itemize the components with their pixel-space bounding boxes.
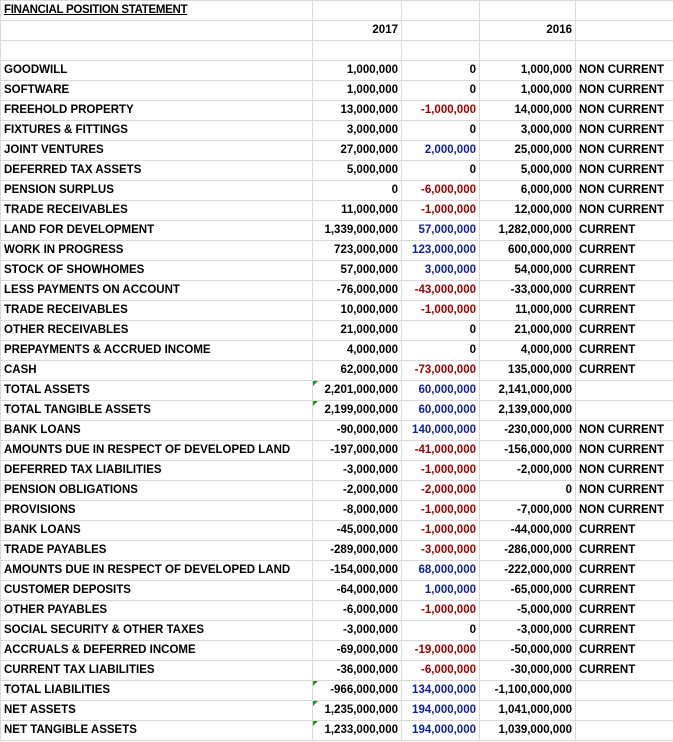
- value-2017-cell[interactable]: 1,235,000,000: [313, 701, 402, 721]
- row-label-cell[interactable]: ACCRUALS & DEFERRED INCOME: [1, 641, 313, 661]
- value-2017-cell[interactable]: -3,000,000: [313, 621, 402, 641]
- change-cell[interactable]: 60,000,000: [402, 381, 480, 401]
- sheet-title[interactable]: FINANCIAL POSITION STATEMENT: [1, 1, 313, 21]
- category-cell[interactable]: CURRENT: [576, 341, 673, 361]
- table-row: [1, 521, 673, 541]
- category-cell[interactable]: NON CURRENT: [576, 161, 673, 181]
- change-cell[interactable]: -1,000,000: [402, 461, 480, 481]
- category-cell[interactable]: CURRENT: [576, 521, 673, 541]
- table-row: [1, 361, 673, 381]
- value-2016-cell[interactable]: -5,000,000: [480, 601, 576, 621]
- change-cell[interactable]: -1,000,000: [402, 601, 480, 621]
- value-2016-cell[interactable]: 4,000,000: [480, 341, 576, 361]
- category-cell[interactable]: NON CURRENT: [576, 81, 673, 101]
- table-row: [1, 321, 673, 341]
- table-row: [1, 481, 673, 501]
- value-2016-cell[interactable]: 5,000,000: [480, 161, 576, 181]
- category-cell[interactable]: CURRENT: [576, 621, 673, 641]
- value-2016-cell[interactable]: 1,282,000,000: [480, 221, 576, 241]
- value-2016-cell[interactable]: -286,000,000: [480, 541, 576, 561]
- row-label-cell[interactable]: SOCIAL SECURITY & OTHER TAXES: [1, 621, 313, 641]
- value-2016-cell[interactable]: -3,000,000: [480, 621, 576, 641]
- row-label-cell[interactable]: STOCK OF SHOWHOMES: [1, 261, 313, 281]
- value-2016-cell[interactable]: -156,000,000: [480, 441, 576, 461]
- value-2016-cell[interactable]: -65,000,000: [480, 581, 576, 601]
- table-row: [1, 661, 673, 681]
- value-2017-cell[interactable]: -76,000,000: [313, 281, 402, 301]
- change-cell[interactable]: -1,000,000: [402, 201, 480, 221]
- table-row: [1, 401, 673, 421]
- category-cell[interactable]: NON CURRENT: [576, 421, 673, 441]
- value-2017-cell[interactable]: 4,000,000: [313, 341, 402, 361]
- empty-cell[interactable]: [402, 1, 480, 21]
- empty-cell[interactable]: [576, 1, 673, 21]
- row-label-cell[interactable]: FREEHOLD PROPERTY: [1, 101, 313, 121]
- row-label-cell[interactable]: TRADE RECEIVABLES: [1, 201, 313, 221]
- change-cell[interactable]: 134,000,000: [402, 681, 480, 701]
- category-cell[interactable]: NON CURRENT: [576, 141, 673, 161]
- change-cell[interactable]: 140,000,000: [402, 421, 480, 441]
- title-row: [1, 1, 673, 21]
- value-2017-cell[interactable]: 1,233,000,000: [313, 721, 402, 741]
- category-cell[interactable]: CURRENT: [576, 261, 673, 281]
- change-cell[interactable]: 123,000,000: [402, 241, 480, 261]
- value-2016-cell[interactable]: 1,039,000,000: [480, 721, 576, 741]
- change-cell[interactable]: 0: [402, 621, 480, 641]
- table-row: [1, 641, 673, 661]
- year-current-header[interactable]: 2017: [313, 21, 402, 41]
- table-row: [1, 441, 673, 461]
- change-cell[interactable]: -1,000,000: [402, 101, 480, 121]
- table-row: [1, 261, 673, 281]
- change-cell[interactable]: -1,000,000: [402, 301, 480, 321]
- change-cell[interactable]: 194,000,000: [402, 721, 480, 741]
- category-cell[interactable]: NON CURRENT: [576, 101, 673, 121]
- category-cell[interactable]: CURRENT: [576, 561, 673, 581]
- change-cell[interactable]: 0: [402, 61, 480, 81]
- category-cell[interactable]: CURRENT: [576, 541, 673, 561]
- value-2017-cell[interactable]: 2,199,000,000: [313, 401, 402, 421]
- table-row: [1, 301, 673, 321]
- category-cell[interactable]: [576, 681, 673, 701]
- category-cell[interactable]: CURRENT: [576, 361, 673, 381]
- value-2016-cell[interactable]: -33,000,000: [480, 281, 576, 301]
- category-cell[interactable]: CURRENT: [576, 241, 673, 261]
- row-label-cell[interactable]: TRADE PAYABLES: [1, 541, 313, 561]
- value-2016-cell[interactable]: -50,000,000: [480, 641, 576, 661]
- row-label-cell[interactable]: GOODWILL: [1, 61, 313, 81]
- change-cell[interactable]: -73,000,000: [402, 361, 480, 381]
- table-row: [1, 421, 673, 441]
- row-label-cell[interactable]: LAND FOR DEVELOPMENT: [1, 221, 313, 241]
- table-row: [1, 221, 673, 241]
- value-2017-cell[interactable]: 1,339,000,000: [313, 221, 402, 241]
- category-cell[interactable]: CURRENT: [576, 581, 673, 601]
- value-2017-cell[interactable]: 10,000,000: [313, 301, 402, 321]
- row-label-cell[interactable]: PROVISIONS: [1, 501, 313, 521]
- row-label-cell[interactable]: TOTAL ASSETS: [1, 381, 313, 401]
- table-row: [1, 681, 673, 701]
- table-row: [1, 181, 673, 201]
- value-2017-cell[interactable]: 2,201,000,000: [313, 381, 402, 401]
- empty-cell[interactable]: [402, 21, 480, 41]
- row-label-cell[interactable]: SOFTWARE: [1, 81, 313, 101]
- value-2016-cell[interactable]: 135,000,000: [480, 361, 576, 381]
- change-cell[interactable]: -1,000,000: [402, 501, 480, 521]
- row-label-cell[interactable]: CASH: [1, 361, 313, 381]
- value-2016-cell[interactable]: 6,000,000: [480, 181, 576, 201]
- value-2017-cell[interactable]: 5,000,000: [313, 161, 402, 181]
- table-row: [1, 581, 673, 601]
- category-cell[interactable]: NON CURRENT: [576, 61, 673, 81]
- value-2016-cell[interactable]: 11,000,000: [480, 301, 576, 321]
- row-label-cell[interactable]: PENSION OBLIGATIONS: [1, 481, 313, 501]
- value-2017-cell[interactable]: -2,000,000: [313, 481, 402, 501]
- table-row: [1, 561, 673, 581]
- table-row: [1, 121, 673, 141]
- empty-cell[interactable]: [402, 41, 480, 61]
- value-2017-cell[interactable]: -8,000,000: [313, 501, 402, 521]
- row-label-cell[interactable]: OTHER RECEIVABLES: [1, 321, 313, 341]
- value-2017-cell[interactable]: 723,000,000: [313, 241, 402, 261]
- value-2017-cell[interactable]: -289,000,000: [313, 541, 402, 561]
- category-cell[interactable]: CURRENT: [576, 301, 673, 321]
- row-label-cell[interactable]: BANK LOANS: [1, 521, 313, 541]
- table-row: [1, 621, 673, 641]
- row-label-cell[interactable]: LESS PAYMENTS ON ACCOUNT: [1, 281, 313, 301]
- category-cell[interactable]: CURRENT: [576, 641, 673, 661]
- value-2017-cell[interactable]: -36,000,000: [313, 661, 402, 681]
- value-2016-cell[interactable]: -44,000,000: [480, 521, 576, 541]
- year-prior-header[interactable]: 2016: [480, 21, 576, 41]
- table-row: [1, 101, 673, 121]
- change-cell[interactable]: 3,000,000: [402, 261, 480, 281]
- table-row: [1, 461, 673, 481]
- table-row: [1, 141, 673, 161]
- value-2017-cell[interactable]: 3,000,000: [313, 121, 402, 141]
- table-row: [1, 501, 673, 521]
- category-cell[interactable]: [576, 401, 673, 421]
- value-2016-cell[interactable]: 54,000,000: [480, 261, 576, 281]
- change-cell[interactable]: 1,000,000: [402, 581, 480, 601]
- empty-cell[interactable]: [313, 1, 402, 21]
- value-2017-cell[interactable]: -45,000,000: [313, 521, 402, 541]
- empty-cell[interactable]: [480, 41, 576, 61]
- change-cell[interactable]: 68,000,000: [402, 561, 480, 581]
- value-2017-cell[interactable]: 1,000,000: [313, 81, 402, 101]
- value-2016-cell[interactable]: 2,139,000,000: [480, 401, 576, 421]
- table-row: [1, 601, 673, 621]
- category-cell[interactable]: NON CURRENT: [576, 461, 673, 481]
- row-label-cell[interactable]: JOINT VENTURES: [1, 141, 313, 161]
- value-2017-cell[interactable]: -3,000,000: [313, 461, 402, 481]
- table-row: [1, 161, 673, 181]
- change-cell[interactable]: 60,000,000: [402, 401, 480, 421]
- category-cell[interactable]: CURRENT: [576, 321, 673, 341]
- value-2017-cell[interactable]: 11,000,000: [313, 201, 402, 221]
- value-2017-cell[interactable]: -197,000,000: [313, 441, 402, 461]
- value-2016-cell[interactable]: -222,000,000: [480, 561, 576, 581]
- change-cell[interactable]: -43,000,000: [402, 281, 480, 301]
- value-2016-cell[interactable]: -30,000,000: [480, 661, 576, 681]
- empty-cell[interactable]: [1, 41, 313, 61]
- category-cell[interactable]: CURRENT: [576, 221, 673, 241]
- change-cell[interactable]: -19,000,000: [402, 641, 480, 661]
- row-label-cell[interactable]: CUSTOMER DEPOSITS: [1, 581, 313, 601]
- category-cell[interactable]: NON CURRENT: [576, 201, 673, 221]
- value-2017-cell[interactable]: -966,000,000: [313, 681, 402, 701]
- blank-row: [1, 41, 673, 61]
- row-label-cell[interactable]: TRADE RECEIVABLES: [1, 301, 313, 321]
- row-label-cell[interactable]: WORK IN PROGRESS: [1, 241, 313, 261]
- empty-cell[interactable]: [1, 21, 313, 41]
- value-2016-cell[interactable]: 25,000,000: [480, 141, 576, 161]
- category-cell[interactable]: [576, 701, 673, 721]
- value-2016-cell[interactable]: -230,000,000: [480, 421, 576, 441]
- table-row: [1, 701, 673, 721]
- row-label-cell[interactable]: OTHER PAYABLES: [1, 601, 313, 621]
- change-cell[interactable]: 194,000,000: [402, 701, 480, 721]
- category-cell[interactable]: CURRENT: [576, 601, 673, 621]
- empty-cell[interactable]: [480, 1, 576, 21]
- value-2016-cell[interactable]: -1,100,000,000: [480, 681, 576, 701]
- value-2017-cell[interactable]: 62,000,000: [313, 361, 402, 381]
- row-label-cell[interactable]: TOTAL LIABILITIES: [1, 681, 313, 701]
- sheet-body: [1, 1, 673, 741]
- value-2016-cell[interactable]: 1,000,000: [480, 81, 576, 101]
- value-2017-cell[interactable]: -64,000,000: [313, 581, 402, 601]
- table-row: [1, 201, 673, 221]
- value-2016-cell[interactable]: 600,000,000: [480, 241, 576, 261]
- value-2016-cell[interactable]: 21,000,000: [480, 321, 576, 341]
- value-2017-cell[interactable]: 1,000,000: [313, 61, 402, 81]
- row-label-cell[interactable]: BANK LOANS: [1, 421, 313, 441]
- change-cell[interactable]: -1,000,000: [402, 521, 480, 541]
- row-label-cell[interactable]: CURRENT TAX LIABILITIES: [1, 661, 313, 681]
- change-cell[interactable]: 0: [402, 81, 480, 101]
- value-2017-cell[interactable]: 57,000,000: [313, 261, 402, 281]
- change-cell[interactable]: 2,000,000: [402, 141, 480, 161]
- value-2016-cell[interactable]: 1,000,000: [480, 61, 576, 81]
- change-cell[interactable]: -41,000,000: [402, 441, 480, 461]
- value-2017-cell[interactable]: 21,000,000: [313, 321, 402, 341]
- empty-cell[interactable]: [576, 21, 673, 41]
- table-row: [1, 241, 673, 261]
- value-2017-cell[interactable]: 13,000,000: [313, 101, 402, 121]
- change-cell[interactable]: 0: [402, 121, 480, 141]
- value-2017-cell[interactable]: -154,000,000: [313, 561, 402, 581]
- category-cell[interactable]: NON CURRENT: [576, 501, 673, 521]
- value-2016-cell[interactable]: 2,141,000,000: [480, 381, 576, 401]
- value-2017-cell[interactable]: 27,000,000: [313, 141, 402, 161]
- change-cell[interactable]: -2,000,000: [402, 481, 480, 501]
- table-row: [1, 281, 673, 301]
- table-row: [1, 81, 673, 101]
- table-row: [1, 341, 673, 361]
- row-label-cell[interactable]: NET TANGIBLE ASSETS: [1, 721, 313, 741]
- change-cell[interactable]: 57,000,000: [402, 221, 480, 241]
- change-cell[interactable]: -6,000,000: [402, 661, 480, 681]
- table-row: [1, 381, 673, 401]
- empty-cell[interactable]: [313, 41, 402, 61]
- table-row: [1, 541, 673, 561]
- change-cell[interactable]: 0: [402, 161, 480, 181]
- category-cell[interactable]: [576, 721, 673, 741]
- category-cell[interactable]: CURRENT: [576, 281, 673, 301]
- category-cell[interactable]: NON CURRENT: [576, 481, 673, 501]
- row-label-cell[interactable]: DEFERRED TAX LIABILITIES: [1, 461, 313, 481]
- value-2017-cell[interactable]: 0: [313, 181, 402, 201]
- row-label-cell[interactable]: NET ASSETS: [1, 701, 313, 721]
- value-2016-cell[interactable]: 1,041,000,000: [480, 701, 576, 721]
- value-2016-cell[interactable]: -7,000,000: [480, 501, 576, 521]
- category-cell[interactable]: NON CURRENT: [576, 121, 673, 141]
- value-2016-cell[interactable]: 14,000,000: [480, 101, 576, 121]
- change-cell[interactable]: 0: [402, 341, 480, 361]
- empty-cell[interactable]: [576, 41, 673, 61]
- row-label-cell[interactable]: FIXTURES & FITTINGS: [1, 121, 313, 141]
- table-row: [1, 721, 673, 741]
- change-cell[interactable]: -3,000,000: [402, 541, 480, 561]
- value-2016-cell[interactable]: -2,000,000: [480, 461, 576, 481]
- value-2017-cell[interactable]: -69,000,000: [313, 641, 402, 661]
- category-cell[interactable]: [576, 381, 673, 401]
- row-label-cell[interactable]: TOTAL TANGIBLE ASSETS: [1, 401, 313, 421]
- table-row: [1, 61, 673, 81]
- row-label-cell[interactable]: AMOUNTS DUE IN RESPECT OF DEVELOPED LAND: [1, 561, 313, 581]
- value-2016-cell[interactable]: 12,000,000: [480, 201, 576, 221]
- row-label-cell[interactable]: DEFERRED TAX ASSETS: [1, 161, 313, 181]
- category-cell[interactable]: CURRENT: [576, 661, 673, 681]
- change-cell[interactable]: 0: [402, 321, 480, 341]
- row-label-cell[interactable]: PENSION SURPLUS: [1, 181, 313, 201]
- category-cell[interactable]: NON CURRENT: [576, 441, 673, 461]
- value-2016-cell[interactable]: 3,000,000: [480, 121, 576, 141]
- row-label-cell[interactable]: AMOUNTS DUE IN RESPECT OF DEVELOPED LAND: [1, 441, 313, 461]
- header-row: [1, 21, 673, 41]
- value-2017-cell[interactable]: -6,000,000: [313, 601, 402, 621]
- value-2016-cell[interactable]: 0: [480, 481, 576, 501]
- row-label-cell[interactable]: PREPAYMENTS & ACCRUED INCOME: [1, 341, 313, 361]
- category-cell[interactable]: NON CURRENT: [576, 181, 673, 201]
- value-2017-cell[interactable]: -90,000,000: [313, 421, 402, 441]
- change-cell[interactable]: -6,000,000: [402, 181, 480, 201]
